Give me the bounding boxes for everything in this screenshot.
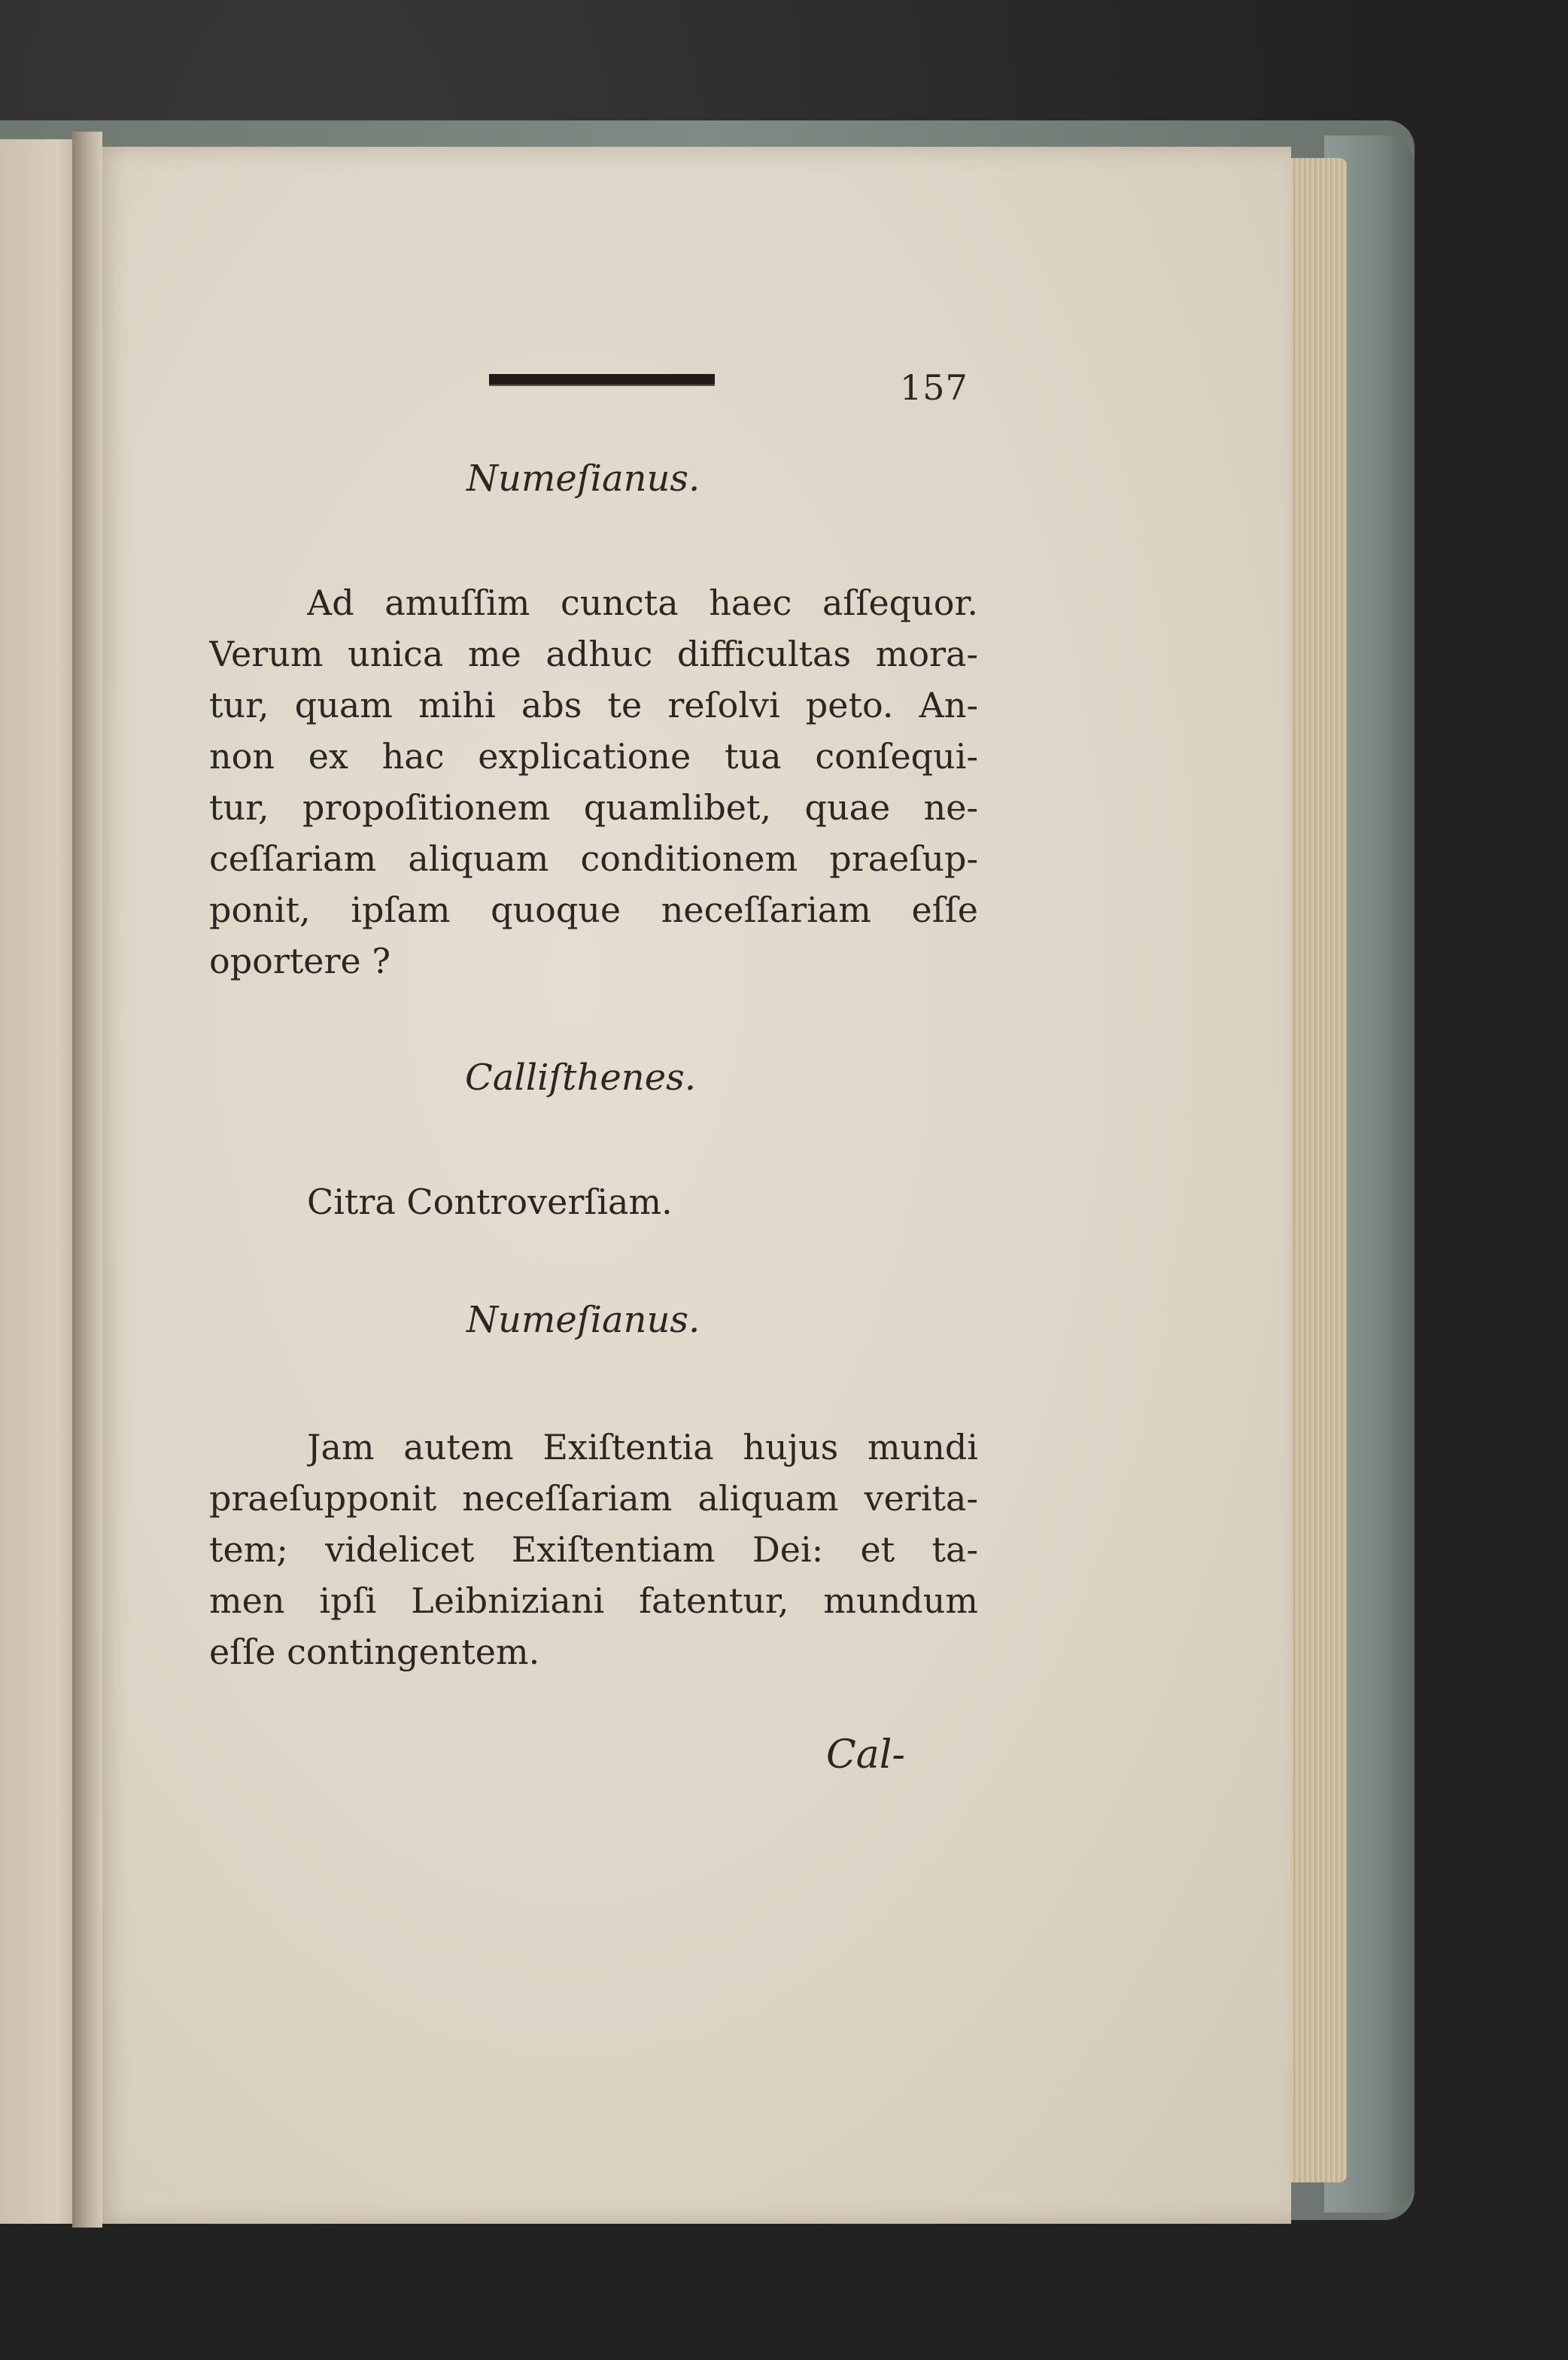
text-line: tur, quam mihi abs te reſolvi peto. An- bbox=[209, 685, 978, 725]
text-line: Verum unica me adhuc difficultas mora- bbox=[209, 634, 978, 674]
speaker-heading: Calliſthenes. bbox=[465, 1057, 696, 1099]
text-line: tur, propoſitionem quamlibet, quae ne- bbox=[209, 787, 978, 828]
header-rule bbox=[489, 374, 715, 386]
text-line: eſſe contingentem. bbox=[209, 1632, 540, 1672]
speaker-heading: Numeſianus. bbox=[466, 1299, 700, 1341]
text-line: men ipſi Leibniziani fatentur, mundum bbox=[209, 1580, 978, 1621]
text-line: praeſupponit neceſſariam aliquam verita- bbox=[209, 1478, 978, 1519]
text-line: tem; videlicet Exiſtentiam Dei: et ta- bbox=[209, 1529, 978, 1570]
text-line: oportere ? bbox=[209, 941, 391, 981]
text-line: Ad amuſſim cuncta haec aſſequor. bbox=[307, 582, 978, 623]
speaker-heading: Numeſianus. bbox=[466, 458, 700, 500]
catchword: Cal- bbox=[826, 1732, 905, 1778]
text-line: ponit, ipſam quoque neceſſariam eſſe bbox=[209, 890, 978, 930]
page-number: 157 bbox=[900, 367, 968, 408]
text-line: Citra Controverſiam. bbox=[307, 1182, 673, 1222]
left-page bbox=[0, 139, 83, 2224]
text-line: non ex hac explicatione tua conſequi- bbox=[209, 736, 978, 777]
text-line: ceſſariam aliquam conditionem praeſup- bbox=[209, 838, 978, 879]
text-line: Jam autem Exiſtentia hujus mundi bbox=[307, 1427, 978, 1467]
page-gutter bbox=[72, 132, 102, 2228]
